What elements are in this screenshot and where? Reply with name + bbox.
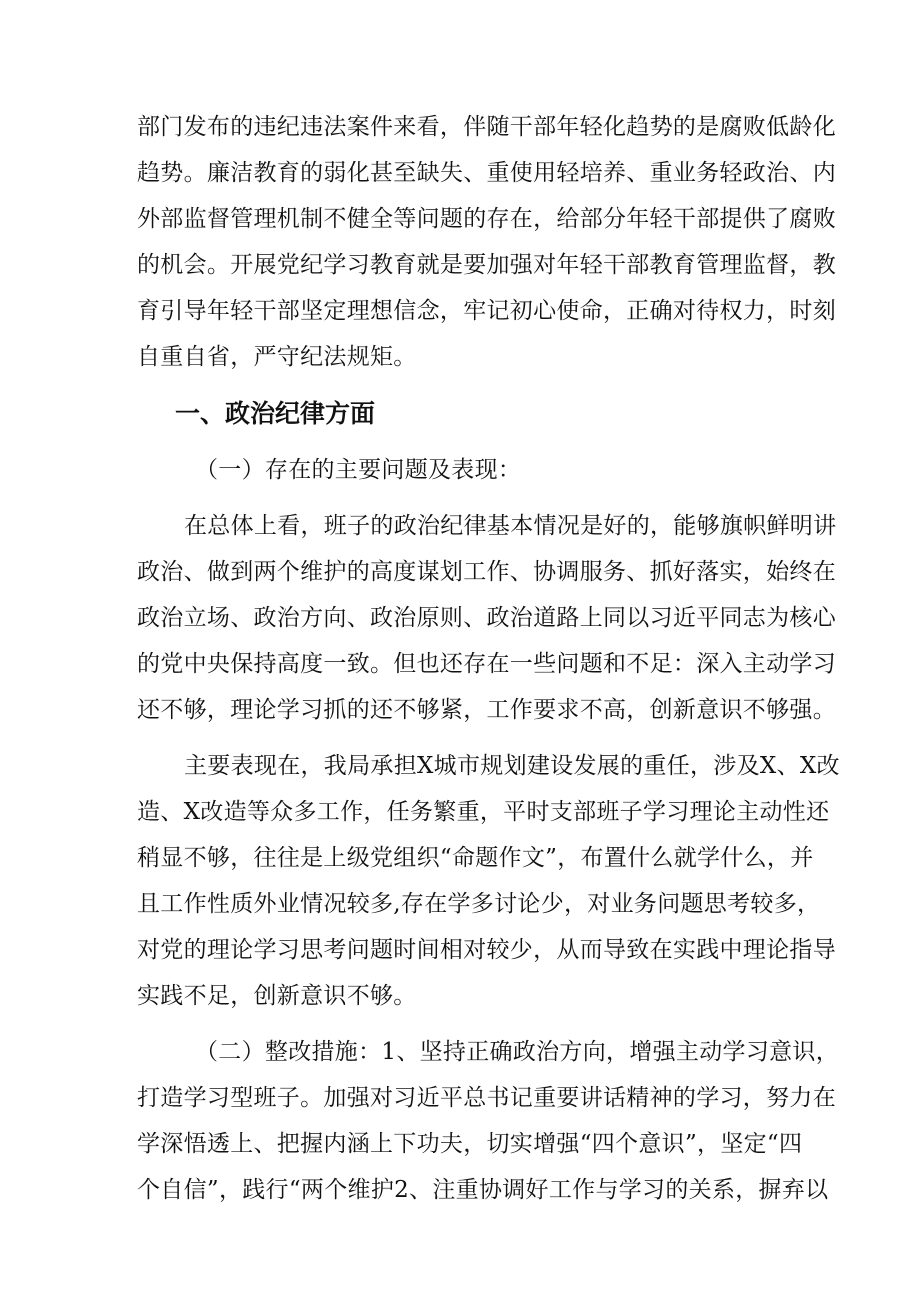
paragraph-3-line-1: 主要表现在，我局承担X城市规划建设发展的重任，涉及X、X改 — [184, 753, 840, 779]
paragraph-2-line-1: 在总体上看，班子的政治纪律基本情况是好的，能够旗帜鲜明讲 — [184, 513, 837, 539]
section-heading: 一、政治纪律方面 — [175, 399, 376, 428]
paragraph-4-line-1: （二）整改措施：1、坚持正确政治方向，增强主动学习意识， — [195, 1039, 840, 1065]
paragraph-1-line-4: 的机会。开展党纪学习教育就是要加强对年轻干部教育管理监督，教 — [137, 252, 836, 278]
paragraph-1-line-3: 外部监督管理机制不健全等问题的存在，给部分年轻干部提供了腐败 — [137, 206, 836, 232]
paragraph-1-line-5: 育引导年轻干部坚定理想信念，牢记初心使命，正确对待权力，时刻 — [137, 298, 836, 324]
paragraph-3-line-3: 稍显不够，往往是上级党组织“命题作文”，布置什么就学什么，并 — [137, 845, 814, 871]
paragraph-1-line-2: 趋势。廉洁教育的弱化甚至缺失、重使用轻培养、重业务轻政治、内 — [137, 160, 836, 186]
subsection-heading: （一）存在的主要问题及表现： — [195, 457, 522, 483]
paragraph-3-line-5: 对党的理论学习思考问题时间相对较少，从而导致在实践中理论指导 — [137, 937, 836, 963]
paragraph-3-line-6: 实践不足，创新意识不够。 — [137, 983, 417, 1009]
paragraph-3-line-4: 且工作性质外业情况较多,存在学多讨论少，对业务问题思考较多， — [137, 891, 821, 917]
paragraph-2-line-4: 的党中央保持高度一致。但也还存在一些问题和不足：深入主动学习 — [137, 651, 836, 677]
paragraph-2-line-5: 还不够，理论学习抓的还不够紧，工作要求不高，创新意识不够强。 — [137, 697, 836, 723]
paragraph-2-line-2: 政治、做到两个维护的高度谋划工作、协调服务、抓好落实，始终在 — [137, 559, 836, 585]
paragraph-4-line-2: 打造学习型班子。加强对习近平总书记重要讲话精神的学习，努力在 — [137, 1085, 836, 1111]
paragraph-4-line-3: 学深悟透上、把握内涵上下功夫，切实增强“四个意识”，坚定“四 — [137, 1131, 803, 1157]
paragraph-1-line-6: 自重自省，严守纪法规矩。 — [137, 344, 417, 370]
paragraph-2-line-3: 政治立场、政治方向、政治原则、政治道路上同以习近平同志为核心 — [137, 605, 836, 631]
paragraph-1-line-1: 部门发布的违纪违法案件来看，伴随干部年轻化趋势的是腐败低龄化 — [137, 114, 836, 140]
paragraph-4-line-4: 个自信”，践行“两个维护2、注重协调好工作与学习的关系，摒弃以 — [137, 1177, 829, 1203]
paragraph-3-line-2: 造、X改造等众多工作，任务繁重，平时支部班子学习理论主动性还 — [137, 799, 830, 825]
